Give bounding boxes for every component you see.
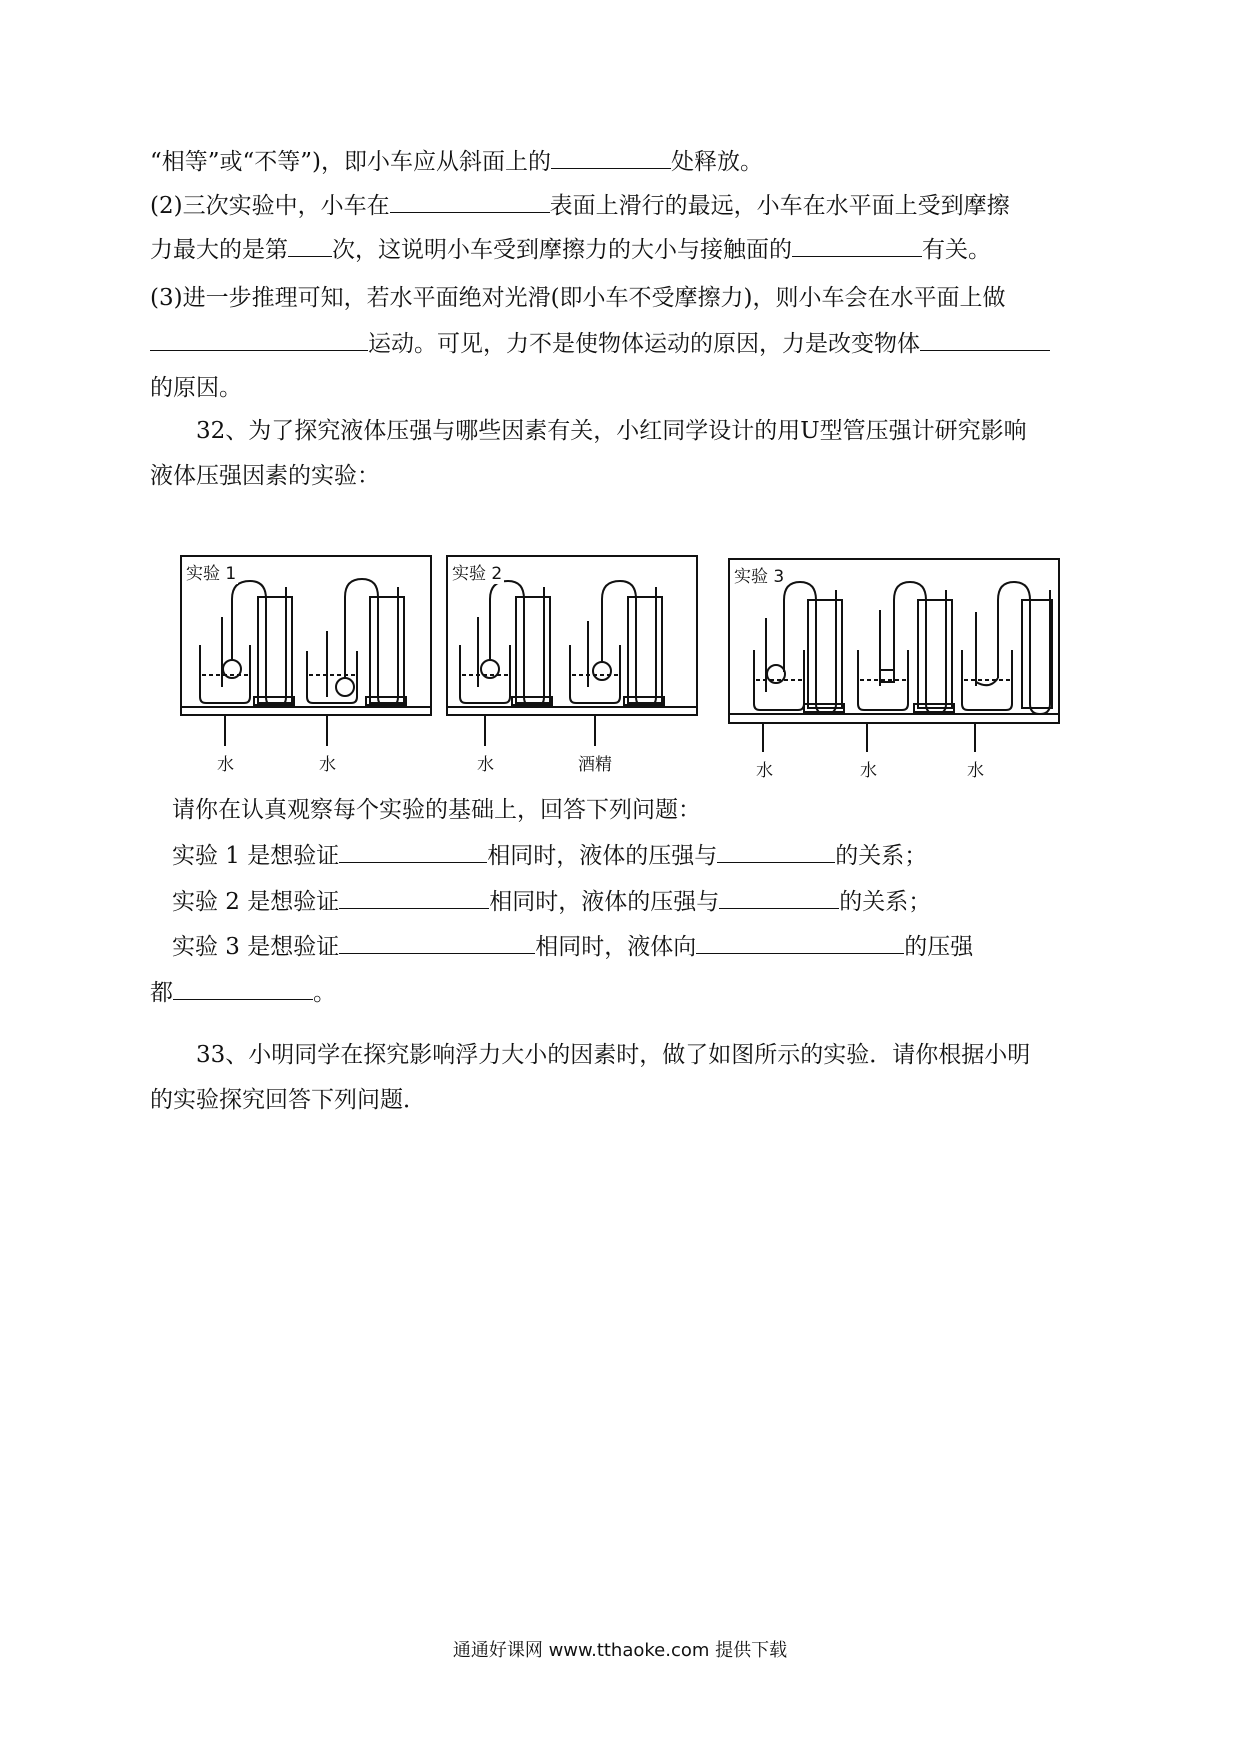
answer-blank[interactable] xyxy=(551,146,671,169)
q32-answer-1 xyxy=(172,840,927,871)
experiment-1-pointer xyxy=(224,716,226,746)
experiment-2-pointer xyxy=(594,716,596,746)
q32-text: 相同时，液体的压强与 xyxy=(487,843,718,869)
answer-blank[interactable] xyxy=(390,190,550,213)
q33-line-2 xyxy=(150,1085,426,1115)
experiment-1-figure xyxy=(180,555,432,716)
answer-blank[interactable] xyxy=(792,234,922,257)
q31-line-3 xyxy=(150,234,991,265)
liquid-label: 水 xyxy=(756,761,773,781)
answer-blank[interactable] xyxy=(696,931,904,954)
q32-intro-2 xyxy=(150,461,380,491)
q32-text: 都 xyxy=(150,980,173,1006)
q32-text: 实验 1 是想验证 xyxy=(172,843,340,869)
q32-text: 32、为了探究液体压强与哪些因素有关，小红同学设计的用U型管压强计研究影响 xyxy=(196,418,1027,444)
q33-text: 的实验探究回答下列问题． xyxy=(150,1087,426,1113)
q31-text: 的原因。 xyxy=(150,375,242,401)
answer-blank[interactable] xyxy=(719,886,839,909)
q31-text: 力最大的是第 xyxy=(150,237,288,263)
experiment-3-label: 实验 3 xyxy=(732,562,786,587)
q31-text: (2)三次实验中，小车在 xyxy=(150,193,390,219)
page-footer: 通通好课网 www.tthaoke.com 提供下载 xyxy=(452,1640,788,1661)
q32-prompt xyxy=(172,795,701,825)
answer-blank[interactable] xyxy=(339,931,535,954)
q32-text: 相同时，液体的压强与 xyxy=(489,889,720,915)
q32-answer-2 xyxy=(172,886,931,917)
experiment-1-label: 实验 1 xyxy=(184,559,238,584)
q33-line-1 xyxy=(196,1040,1030,1070)
q32-text: 的关系； xyxy=(835,843,928,869)
liquid-label: 水 xyxy=(319,755,336,775)
liquid-label: 水 xyxy=(217,755,234,775)
q31-line-5 xyxy=(150,328,1050,359)
q31-text: 有关。 xyxy=(922,237,991,263)
q31-text: (3)进一步推理可知，若水平面绝对光滑(即小车不受摩擦力)，则小车会在水平面上做 xyxy=(150,285,1006,311)
answer-blank[interactable] xyxy=(173,977,313,1000)
answer-blank[interactable] xyxy=(339,840,487,863)
liquid-label: 水 xyxy=(967,761,984,781)
q32-answer-3-cont xyxy=(150,977,336,1008)
q31-text: 表面上滑行的最远，小车在水平面上受到摩擦 xyxy=(549,193,1010,219)
liquid-label: 酒精 xyxy=(578,755,612,775)
liquid-label: 水 xyxy=(860,761,877,781)
answer-blank[interactable] xyxy=(920,328,1050,351)
experiment-1-pointer xyxy=(326,716,328,746)
experiment-2-pointer xyxy=(484,716,486,746)
q32-text: 。 xyxy=(313,980,336,1006)
q32-text: 请你在认真观察每个实验的基础上，回答下列问题： xyxy=(172,797,701,823)
q32-text: 液体压强因素的实验： xyxy=(150,463,380,489)
q32-text: 实验 2 是想验证 xyxy=(172,889,340,915)
q31-line-6 xyxy=(150,373,242,403)
q31-text: 处释放。 xyxy=(671,149,764,175)
answer-blank[interactable] xyxy=(339,886,489,909)
q32-intro-1 xyxy=(196,416,1027,446)
experiment-2-figure xyxy=(446,555,698,716)
experiment-3-pointer xyxy=(866,724,868,752)
q32-text: 实验 3 是想验证 xyxy=(172,934,340,960)
q32-text: 的压强 xyxy=(904,934,974,960)
experiment-3-pointer xyxy=(762,724,764,752)
experiment-3-figure xyxy=(728,558,1060,724)
experiment-3-pointer xyxy=(974,724,976,752)
q32-answer-3 xyxy=(172,931,973,962)
q31-text: 次，这说明小车受到摩擦力的大小与接触面的 xyxy=(332,237,792,263)
answer-blank[interactable] xyxy=(717,840,835,863)
q31-text: 运动。可见，力不是使物体运动的原因，力是改变物体 xyxy=(368,331,920,357)
q32-text: 的关系； xyxy=(839,889,932,915)
liquid-label: 水 xyxy=(477,755,494,775)
answer-blank[interactable] xyxy=(288,234,332,257)
experiment-2-label: 实验 2 xyxy=(450,559,504,584)
answer-blank[interactable] xyxy=(150,328,368,351)
q31-text: “相等”或“不等”)，即小车应从斜面上的 xyxy=(150,149,552,175)
q32-text: 相同时，液体向 xyxy=(535,934,697,960)
q31-line-4 xyxy=(150,283,1006,313)
q31-line-1 xyxy=(150,146,763,177)
q33-text: 33、小明同学在探究影响浮力大小的因素时，做了如图所示的实验．请你根据小明 xyxy=(196,1042,1031,1068)
q31-line-2 xyxy=(150,190,1010,221)
